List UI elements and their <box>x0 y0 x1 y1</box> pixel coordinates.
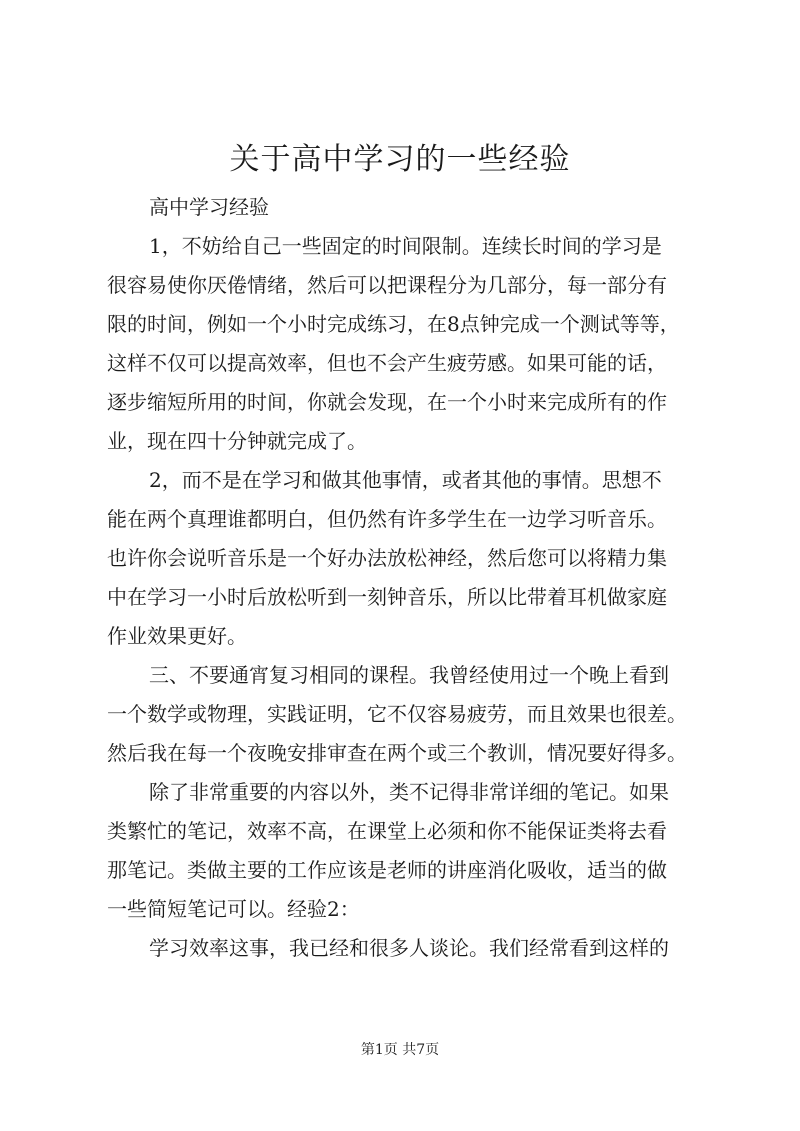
text-line: 这样不仅可以提高效率，但也不会产生疲劳感。如果可能的话， <box>107 351 667 375</box>
paragraph <box>107 656 703 773</box>
text-line: 作业效果更好。 <box>107 624 247 648</box>
page-indicator: 第1页 共7页 <box>360 1042 440 1058</box>
text-line: 中在学习一小时后放松听到一刻钟音乐，所以比带着耳机做家庭 <box>107 585 667 609</box>
paragraph <box>107 188 703 227</box>
document-body <box>107 188 703 968</box>
text-line: 一个数学或物理，实践证明，它不仅容易疲劳，而且效果也很差。 <box>107 702 687 726</box>
text-line: 那笔记。类做主要的工作应该是老师的讲座消化吸收，适当的做 <box>107 858 667 882</box>
text-line: 一些简短笔记可以。经验2： <box>107 897 360 921</box>
text-line: 业，现在四十分钟就完成了。 <box>107 429 367 453</box>
text-line: 限的时间，例如一个小时完成练习，在8点钟完成一个测试等等， <box>107 312 680 336</box>
text-line: 1，不妨给自己一些固定的时间限制。连续长时间的学习是 <box>149 234 662 258</box>
text-line: 然后我在每一个夜晚安排审查在两个或三个教训，情况要好得多。 <box>107 741 687 765</box>
text-line: 类繁忙的笔记，效率不高，在课堂上必须和你不能保证类将去看 <box>107 819 667 843</box>
paragraph <box>107 929 703 968</box>
page-footer <box>0 1040 800 1060</box>
paragraph <box>107 227 703 461</box>
text-line: 高中学习经验 <box>149 195 269 219</box>
text-line: 三、不要通宵复习相同的课程。我曾经使用过一个晚上看到 <box>149 663 669 687</box>
text-line: 除了非常重要的内容以外，类不记得非常详细的笔记。如果 <box>149 780 669 804</box>
text-line: 也许你会说听音乐是一个好办法放松神经，然后您可以将精力集 <box>107 546 667 570</box>
text-line: 逐步缩短所用的时间，你就会发现，在一个小时来完成所有的作 <box>107 390 667 414</box>
paragraph <box>107 461 703 656</box>
paragraph <box>107 773 703 929</box>
document-title: 关于高中学习的一些经验 <box>229 142 571 177</box>
text-line: 能在两个真理谁都明白，但仍然有许多学生在一边学习听音乐。 <box>107 507 667 531</box>
text-line: 2，而不是在学习和做其他事情，或者其他的事情。思想不 <box>149 468 662 492</box>
text-line: 学习效率这事，我已经和很多人谈论。我们经常看到这样的 <box>149 936 669 960</box>
text-line: 很容易使你厌倦情绪，然后可以把课程分为几部分，每一部分有 <box>107 273 667 297</box>
